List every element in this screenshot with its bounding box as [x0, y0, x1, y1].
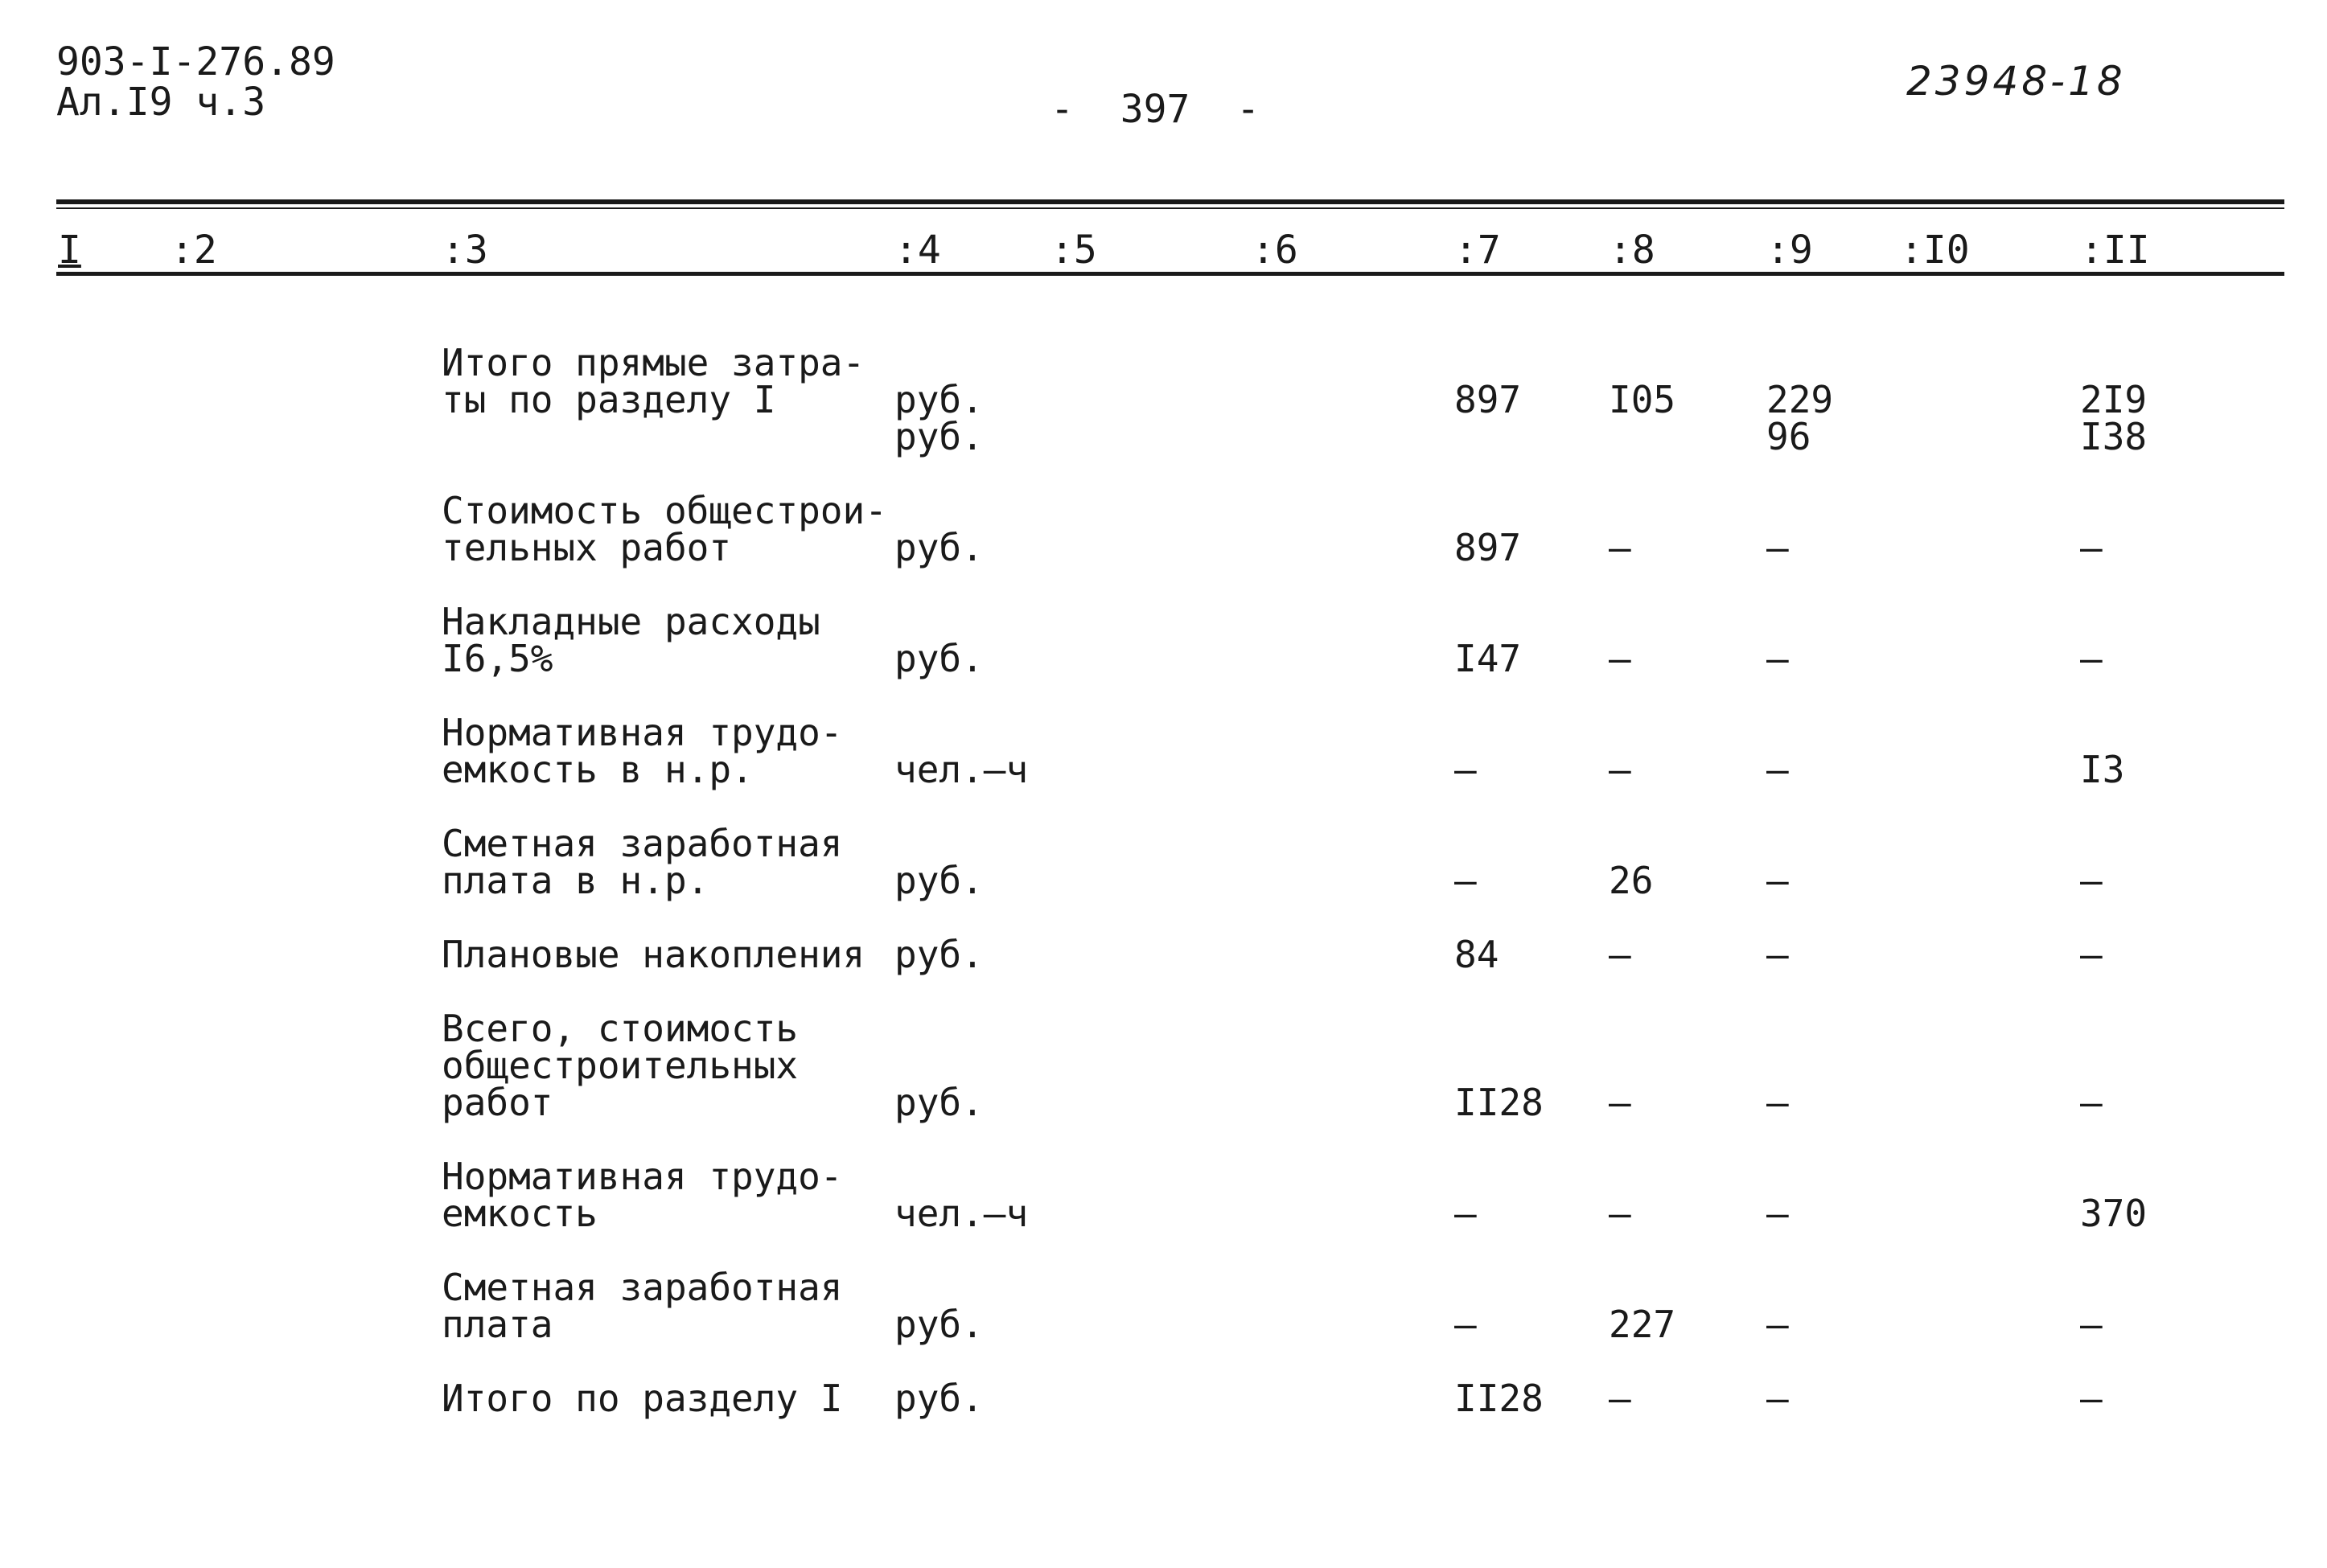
- row-unit: руб.: [894, 1377, 984, 1420]
- cell-col7: –: [1454, 1192, 1477, 1235]
- top-rule-thick: [56, 199, 2284, 204]
- cell-col7: II28: [1454, 1377, 1544, 1420]
- column-header-10: :I0: [1900, 228, 1970, 273]
- row-label: Сметная заработная плата в н.р.: [442, 822, 843, 902]
- cell-col8: –: [1609, 1192, 1631, 1235]
- cell-col11: –: [2080, 526, 2103, 569]
- row-unit: руб.: [894, 859, 984, 902]
- cell-col9: –: [1766, 1081, 1789, 1124]
- cell-col9: –: [1766, 1303, 1789, 1346]
- cell-col9: –: [1766, 1192, 1789, 1235]
- cell-col7: II28: [1454, 1081, 1544, 1124]
- cell-col11: 2I9 I38: [2080, 378, 2148, 458]
- cell-col8: 227: [1609, 1303, 1676, 1346]
- cell-col7: –: [1454, 859, 1477, 902]
- row-unit: руб.: [894, 1081, 984, 1124]
- cell-col9: –: [1766, 1377, 1789, 1420]
- cell-col11: –: [2080, 637, 2103, 680]
- row-unit: руб.: [894, 526, 984, 569]
- cell-col7: 897: [1454, 378, 1522, 421]
- row-label: Плановые накопления: [442, 933, 865, 976]
- cell-col8: –: [1609, 933, 1631, 976]
- cell-col8: –: [1609, 637, 1631, 680]
- row-label: Всего, стоимость общестроительных работ: [442, 1007, 799, 1124]
- column-header-9: :9: [1766, 228, 1813, 273]
- cell-col7: 897: [1454, 526, 1522, 569]
- row-label: Нормативная трудо- емкость в н.р.: [442, 711, 843, 791]
- cell-col11: –: [2080, 933, 2103, 976]
- cell-col11: –: [2080, 1303, 2103, 1346]
- cell-col8: 26: [1609, 859, 1654, 902]
- top-rule-thin: [56, 207, 2284, 209]
- cell-col8: –: [1609, 526, 1631, 569]
- cell-col7: –: [1454, 748, 1477, 791]
- column-header-4: :4: [894, 228, 941, 273]
- cell-col9: –: [1766, 526, 1789, 569]
- row-unit: руб. руб.: [894, 378, 984, 458]
- cell-col8: –: [1609, 1081, 1631, 1124]
- row-unit: чел.–ч: [894, 1192, 1029, 1235]
- row-label: Сметная заработная плата: [442, 1266, 843, 1346]
- row-label: Нормативная трудо- емкость: [442, 1155, 843, 1235]
- column-header-8: :8: [1609, 228, 1655, 273]
- cell-col11: I3: [2080, 748, 2125, 791]
- cell-col8: –: [1609, 748, 1631, 791]
- column-header-11: :II: [2080, 228, 2150, 273]
- column-header-3: :3: [442, 228, 488, 273]
- handwritten-stamp: 23948-18: [1906, 58, 2126, 105]
- doc-code: 903-I-276.89: [56, 39, 335, 84]
- column-header-6: :6: [1252, 228, 1298, 273]
- row-label: Стоимость общестрои- тельных работ: [442, 489, 887, 569]
- cell-col9: –: [1766, 933, 1789, 976]
- cell-col9: –: [1766, 859, 1789, 902]
- cell-col11: –: [2080, 859, 2103, 902]
- column-header-1: I: [58, 228, 81, 273]
- cell-col11: –: [2080, 1081, 2103, 1124]
- row-unit: руб.: [894, 1303, 984, 1346]
- column-header-2: :2: [171, 228, 217, 273]
- cell-col7: –: [1454, 1303, 1477, 1346]
- cell-col9: –: [1766, 637, 1789, 680]
- row-label: Итого прямые затра- ты по разделу I: [442, 341, 865, 421]
- row-unit: руб.: [894, 933, 984, 976]
- cell-col8: I05: [1609, 378, 1676, 421]
- row-label: Накладные расходы I6,5%: [442, 600, 820, 680]
- row-label: Итого по разделу I: [442, 1377, 843, 1420]
- cell-col8: –: [1609, 1377, 1631, 1420]
- cell-col11: –: [2080, 1377, 2103, 1420]
- row-unit: руб.: [894, 637, 984, 680]
- cell-col11: 370: [2080, 1192, 2148, 1235]
- cell-col9: 229 96: [1766, 378, 1834, 458]
- row-unit: чел.–ч: [894, 748, 1029, 791]
- album-part: Ал.I9 ч.3: [56, 80, 266, 125]
- page-number: - 397 -: [1050, 87, 1260, 132]
- column-header-7: :7: [1454, 228, 1501, 273]
- cell-col9: –: [1766, 748, 1789, 791]
- cell-col7: 84: [1454, 933, 1499, 976]
- cell-col7: I47: [1454, 637, 1522, 680]
- column-header-5: :5: [1050, 228, 1097, 273]
